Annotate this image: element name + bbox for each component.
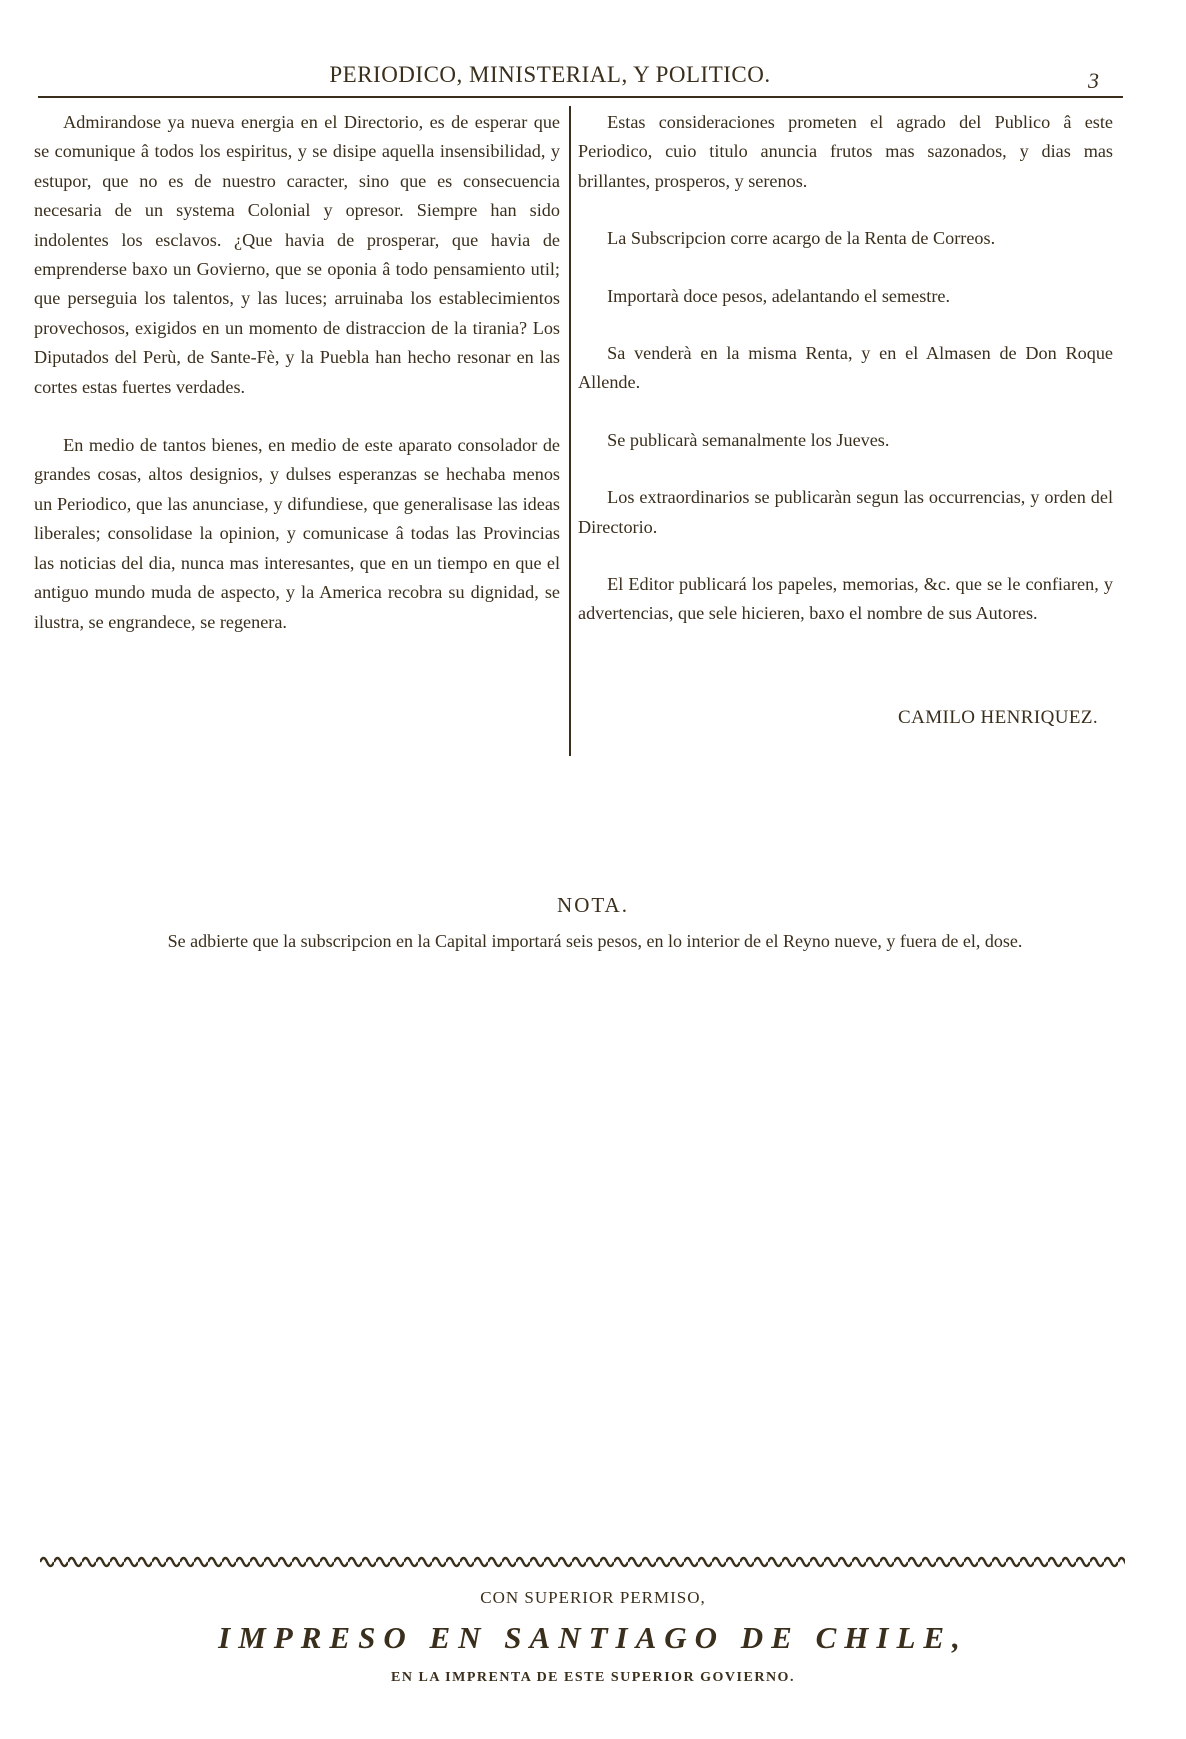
footer-imprint: IMPRESO EN SANTIAGO DE CHILE, xyxy=(218,1620,968,1655)
left-paragraph-1: Admirandose ya nueva energia en el Directorio, es de esperar que se comunique â todos los espiritus, y se disipe aquella insensibilidad, y estupor, que no es de nuestro caracter, sino que es consecuencia necesaria de un systema Colonial y opresor. Siempre han sido indolentes los esclavos. ¿Que havia de prosperar, que havia de emprenderse baxo un Govierno, que se oponia â todo pensamiento util; que perseguia los talentos, y las luces; arruinaba los establecimientos provechosos, exigidos en un momento de distraccion de la tirania? Los Diputados del Perù, de Sante-Fè, y la Puebla han hecho resonar en las cortes estas fuertes verdades. xyxy=(34,112,560,397)
right-paragraph-2: La Subscripcion corre acargo de la Renta de Correos. xyxy=(607,228,996,249)
header-rule xyxy=(38,96,1123,98)
left-column xyxy=(34,108,560,637)
right-paragraph-7: El Editor publicará los papeles, memorias, &c. que se le confiaren, y advertencias, que sele hicieren, baxo el nombre de sus Autores. xyxy=(578,574,1113,624)
nota-text: Se adbierte que la subscripcion en la Capital importará seis pesos, en lo interior de el Reyno nueve, y fuera de el, dose. xyxy=(167,931,1023,951)
footer-printer: EN LA IMPRENTA DE ESTE SUPERIOR GOVIERNO. xyxy=(391,1670,795,1685)
right-paragraph-4: Sa venderà en la misma Renta, y en el Almasen de Don Roque Allende. xyxy=(578,343,1113,393)
right-paragraph-5: Se publicarà semanalmente los Jueves. xyxy=(607,429,890,450)
column-divider xyxy=(569,106,571,756)
left-paragraph-2: En medio de tantos bienes, en medio de este aparato consolador de grandes cosas, altos designios, y dulses esperanzas se hechaba menos un Periodico, que las anunciase, y difundiese, que generalisase las ideas liberales; consolidase la opinion, y comunicase â todas las Provincias las noticias del dia, nunca mas interesantes, que en un tiempo en que el antiguo mundo muda de aspecto, y la America recobra su dignidad, se ilustra, se engrandece, se regenera. xyxy=(34,435,560,632)
nota-heading: NOTA. xyxy=(557,893,629,917)
right-column xyxy=(578,108,1113,629)
footer-ornament-rule xyxy=(40,1553,1125,1571)
right-paragraph-3: Importarà doce pesos, adelantando el semestre. xyxy=(607,285,951,306)
editor-signature: CAMILO HENRIQUEZ. xyxy=(898,707,1098,728)
footer-permission: CON SUPERIOR PERMISO, xyxy=(480,1588,706,1607)
right-paragraph-1: Estas consideraciones prometen el agrado del Publico â este Periodico, cuio titulo anuncia frutos mas sazonados, y dias mas brillantes, prosperos, y serenos. xyxy=(578,112,1113,191)
page-header-title: PERIODICO, MINISTERIAL, Y POLITICO. xyxy=(329,62,771,87)
right-paragraph-6: Los extraordinarios se publicaràn segun las occurrencias, y orden del Directorio. xyxy=(578,487,1113,537)
page-number: 3 xyxy=(1088,68,1099,93)
